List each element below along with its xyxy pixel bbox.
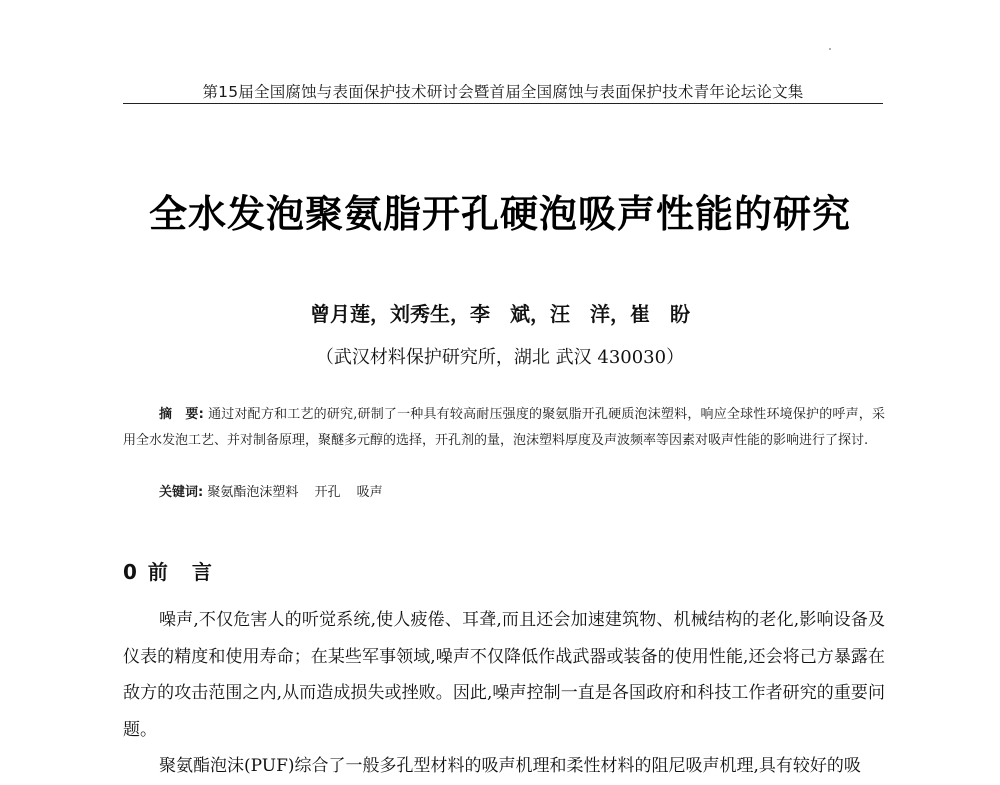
keyword-item: 开孔	[314, 485, 341, 500]
keywords	[159, 480, 879, 506]
abstract-label: 摘 要:	[159, 407, 204, 422]
keyword-item: 吸声	[356, 485, 383, 500]
abstract-paragraph	[123, 402, 885, 454]
keyword-item: 聚氨酯泡沫塑料	[207, 485, 299, 500]
header-rule	[123, 103, 883, 104]
body-paragraph: 噪声,不仅危害人的听觉系统,使人疲倦、耳聋,而且还会加速建筑物、机械结构的老化,影响设备及仪表的精度和使用寿命；在某些军事领域,噪声不仅降低作战武器或装备的使用性能,还会将己方暴露在敌方的攻击范围之内,从而造成损失或挫败。因此,噪声控制一直是各国政府和科技工作者研究的重要问题。	[123, 610, 885, 740]
author-list: 曾月莲，刘秀生，李 斌，汪 洋，崔 盼	[310, 302, 690, 326]
affiliation: （武汉材料保护研究所，湖北 武汉 430030）	[315, 347, 685, 368]
section-heading: 0 前 言	[123, 560, 214, 584]
running-header: 第15届全国腐蚀与表面保护技术研讨会暨首届全国腐蚀与表面保护技术青年论坛论文集	[202, 83, 804, 101]
abstract	[123, 402, 885, 454]
body-paragraph: 聚氨酯泡沫(PUF)综合了一般多孔型材料的吸声机理和柔性材料的阻尼吸声机理,具有较好的吸	[159, 756, 861, 776]
keywords-label: 关键词:	[159, 485, 204, 500]
abstract-text: 通过对配方和工艺的研究,研制了一种具有较高耐压强度的聚氨脂开孔硬质泡沫塑料，响应全球性环境保护的呼声，采用全水发泡工艺、并对制备原理，聚醚多元醇的选择，开孔剂的量，泡沫塑料厚度及声波频率等因素对吸声性能的影响进行了探讨.	[123, 407, 885, 448]
scan-speck	[829, 48, 831, 50]
paper-title: 全水发泡聚氨脂开孔硬泡吸声性能的研究	[148, 192, 851, 236]
section-body	[123, 602, 885, 785]
